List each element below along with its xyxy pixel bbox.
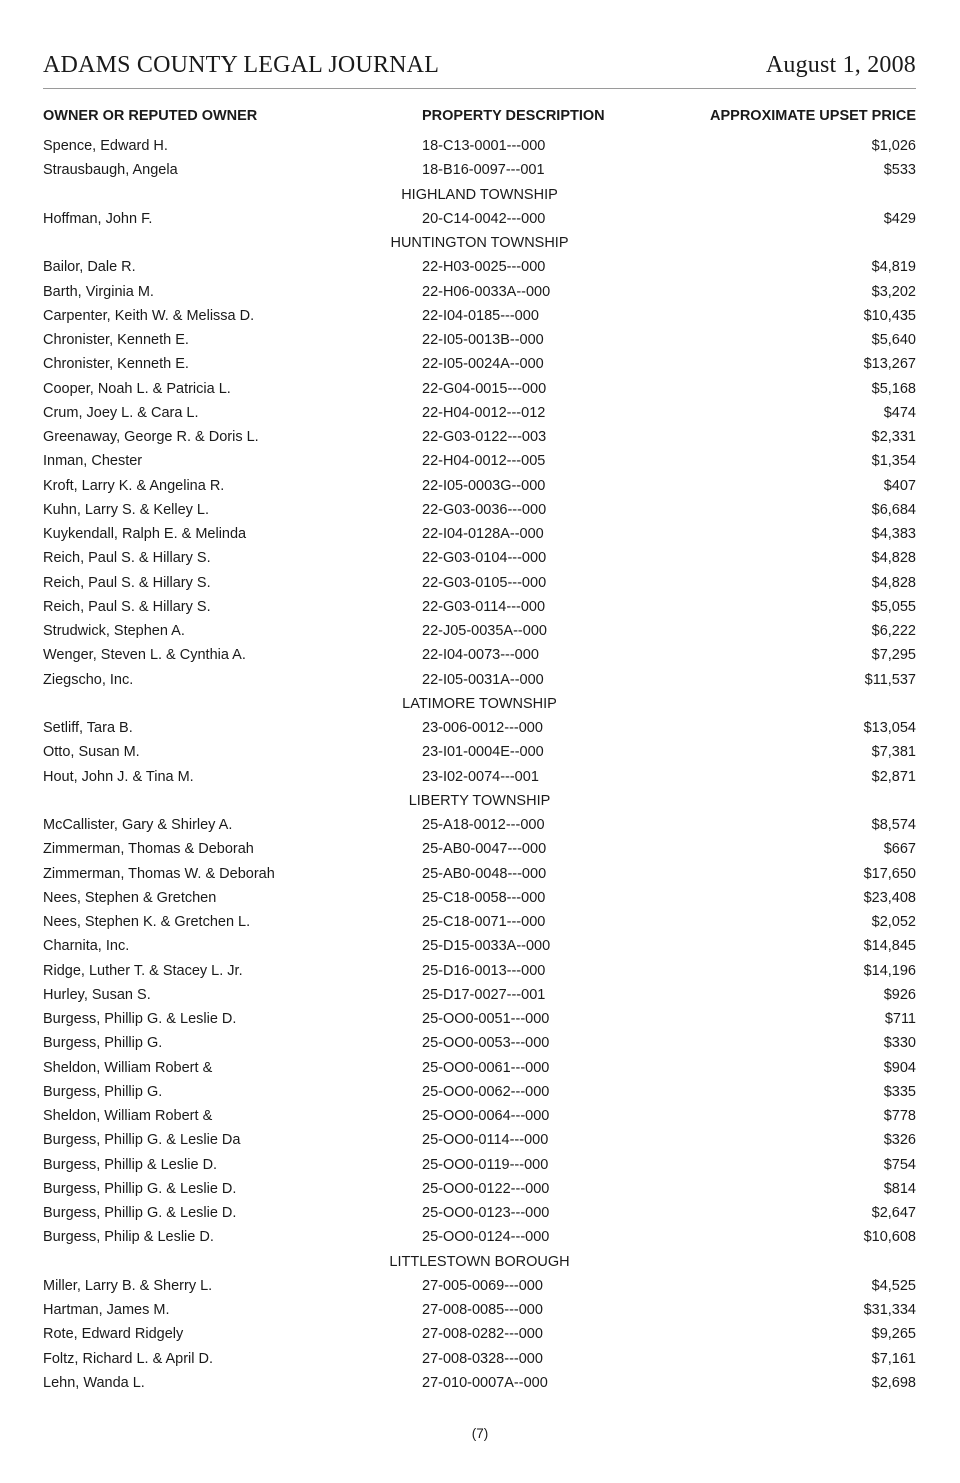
listing-table [43, 134, 916, 1395]
upset-price: $926 [883, 986, 916, 1003]
upset-price: $14,845 [863, 938, 916, 955]
page-number: (7) [471, 1426, 489, 1441]
township-heading: HIGHLAND TOWNSHIP [401, 186, 558, 203]
owner-name: Strudwick, Stephen A. [43, 623, 185, 639]
table-row [43, 1128, 916, 1152]
parcel-number: 25-OO0-0051---000 [422, 1011, 550, 1027]
owner-name: Burgess, Phillip & Leslie D. [43, 1156, 218, 1173]
parcel-number: 20-C14-0042---000 [422, 210, 546, 227]
upset-price: $2,871 [871, 768, 916, 785]
upset-price: $10,608 [863, 1229, 916, 1246]
upset-price: $5,168 [871, 380, 916, 397]
table-row [43, 1322, 916, 1346]
masthead [43, 52, 916, 89]
table-row [43, 643, 916, 667]
owner-name: McCallister, Gary & Shirley A. [43, 817, 233, 833]
owner-name: Burgess, Phillip G. [43, 1035, 163, 1052]
upset-price: $2,331 [871, 429, 916, 445]
table-row [43, 765, 916, 789]
parcel-number: 22-G03-0105---000 [422, 574, 547, 591]
table-row [43, 425, 916, 449]
table-row [43, 474, 916, 498]
parcel-number: 22-G03-0122---003 [422, 429, 547, 445]
upset-price: $1,354 [871, 453, 916, 470]
parcel-number: 25-OO0-0061---000 [422, 1059, 550, 1076]
upset-price: $778 [883, 1108, 916, 1124]
owner-name: Carpenter, Keith W. & Melissa D. [43, 307, 255, 324]
owner-name: Cooper, Noah L. & Patricia L. [43, 380, 231, 397]
parcel-number: 25-OO0-0064---000 [422, 1108, 550, 1124]
parcel-number: 22-I04-0185---000 [422, 307, 539, 324]
issue-date: August 1, 2008 [765, 52, 916, 78]
table-row [43, 716, 916, 740]
parcel-number: 22-H06-0033A--000 [422, 283, 551, 300]
parcel-number: 22-G03-0036---000 [422, 501, 547, 518]
table-row [43, 401, 916, 425]
upset-price: $4,819 [871, 259, 916, 276]
upset-price: $407 [883, 477, 916, 494]
table-row [43, 377, 916, 401]
upset-price: $429 [883, 210, 916, 227]
owner-name: Nees, Stephen & Gretchen [43, 889, 217, 906]
property-column-header: PROPERTY DESCRIPTION [422, 108, 605, 124]
owner-name: Ridge, Luther T. & Stacey L. Jr. [43, 962, 243, 979]
table-row [43, 1274, 916, 1298]
upset-price: $4,828 [871, 550, 916, 567]
table-row [43, 498, 916, 522]
parcel-number: 27-008-0328---000 [422, 1350, 543, 1367]
owner-name: Bailor, Dale R. [43, 259, 136, 276]
parcel-number: 22-G03-0104---000 [422, 550, 547, 567]
owner-name: Wenger, Steven L. & Cynthia A. [43, 647, 246, 664]
parcel-number: 25-A18-0012---000 [422, 817, 545, 833]
upset-price: $2,647 [871, 1205, 916, 1221]
table-row [43, 910, 916, 934]
table-row [43, 1298, 916, 1322]
upset-price: $533 [883, 162, 916, 179]
parcel-number: 23-I02-0074---001 [422, 768, 539, 785]
owner-name: Sheldon, William Robert & [43, 1108, 213, 1124]
parcel-number: 25-OO0-0062---000 [422, 1083, 550, 1100]
owner-name: Burgess, Phillip G. & Leslie D. [43, 1205, 237, 1221]
owner-name: Spence, Edward H. [43, 138, 168, 154]
upset-price: $330 [883, 1035, 916, 1052]
owner-name: Zimmerman, Thomas W. & Deborah [43, 865, 275, 882]
table-row [43, 280, 916, 304]
upset-price: $6,684 [871, 501, 916, 518]
owner-name: Miller, Larry B. & Sherry L. [43, 1277, 213, 1294]
owner-name: Hoffman, John F. [43, 210, 153, 227]
owner-name: Lehn, Wanda L. [43, 1374, 145, 1391]
owner-column-header: OWNER OR REPUTED OWNER [43, 108, 258, 124]
owner-name: Burgess, Phillip G. & Leslie D. [43, 1180, 237, 1197]
parcel-number: 18-B16-0097---001 [422, 162, 545, 179]
parcel-number: 25-OO0-0053---000 [422, 1035, 550, 1052]
table-row [43, 1177, 916, 1201]
table-row [43, 595, 916, 619]
upset-price: $5,055 [871, 598, 916, 615]
owner-name: Kroft, Larry K. & Angelina R. [43, 477, 225, 494]
parcel-number: 25-D16-0013---000 [422, 962, 546, 979]
upset-price: $2,698 [871, 1374, 916, 1391]
owner-name: Chronister, Kenneth E. [43, 332, 189, 348]
parcel-number: 25-OO0-0119---000 [422, 1156, 549, 1173]
owner-name: Burgess, Phillip G. & Leslie D. [43, 1011, 237, 1027]
owner-name: Hurley, Susan S. [43, 986, 151, 1003]
owner-name: Charnita, Inc. [43, 938, 130, 955]
parcel-number: 25-AB0-0048---000 [422, 865, 547, 882]
table-row [43, 134, 916, 158]
table-row [43, 1201, 916, 1225]
upset-price: $9,265 [871, 1326, 916, 1343]
table-row [43, 522, 916, 546]
owner-name: Strausbaugh, Angela [43, 162, 178, 179]
table-row [43, 352, 916, 376]
upset-price: $7,161 [871, 1350, 916, 1367]
table-row [43, 959, 916, 983]
parcel-number: 25-OO0-0123---000 [422, 1205, 550, 1221]
parcel-number: 22-J05-0035A--000 [422, 623, 547, 639]
upset-price: $17,650 [863, 865, 916, 882]
table-row [43, 934, 916, 958]
parcel-number: 22-I05-0024A--000 [422, 356, 544, 373]
parcel-number: 27-010-0007A--000 [422, 1374, 548, 1391]
parcel-number: 25-OO0-0114---000 [422, 1132, 549, 1149]
owner-name: Otto, Susan M. [43, 744, 140, 761]
owner-name: Nees, Stephen K. & Gretchen L. [43, 914, 251, 930]
owner-name: Inman, Chester [43, 453, 143, 470]
upset-price: $8,574 [871, 817, 916, 833]
parcel-number: 22-G04-0015---000 [422, 380, 547, 397]
table-row [43, 328, 916, 352]
upset-price: $3,202 [871, 283, 916, 300]
table-row [43, 1153, 916, 1177]
owner-name: Barth, Virginia M. [43, 283, 154, 300]
parcel-number: 25-D15-0033A--000 [422, 938, 551, 955]
parcel-number: 25-C18-0071---000 [422, 914, 546, 930]
upset-price: $23,408 [863, 889, 916, 906]
upset-price: $7,381 [871, 744, 916, 761]
parcel-number: 25-OO0-0122---000 [422, 1180, 550, 1197]
table-row [43, 1347, 916, 1371]
parcel-number: 22-I05-0013B--000 [422, 332, 544, 348]
owner-name: Sheldon, William Robert & [43, 1059, 213, 1076]
parcel-number: 25-OO0-0124---000 [422, 1229, 550, 1246]
table-row [43, 886, 916, 910]
upset-price: $4,383 [871, 526, 916, 542]
parcel-number: 23-I01-0004E--000 [422, 744, 544, 761]
parcel-number: 18-C13-0001---000 [422, 138, 546, 154]
table-row [43, 546, 916, 570]
upset-price: $1,026 [871, 138, 916, 154]
parcel-number: 27-005-0069---000 [422, 1277, 543, 1294]
owner-name: Kuykendall, Ralph E. & Melinda [43, 526, 247, 542]
table-row [43, 837, 916, 861]
parcel-number: 22-I04-0073---000 [422, 647, 539, 664]
parcel-number: 22-I05-0003G--000 [422, 477, 546, 494]
table-row [43, 619, 916, 643]
owner-name: Zimmerman, Thomas & Deborah [43, 841, 254, 858]
table-row [43, 1031, 916, 1055]
parcel-number: 22-H03-0025---000 [422, 259, 546, 276]
owner-name: Rote, Edward Ridgely [43, 1326, 184, 1343]
owner-name: Burgess, Phillip G. & Leslie Da [43, 1132, 241, 1149]
owner-name: Foltz, Richard L. & April D. [43, 1350, 214, 1367]
upset-price: $7,295 [871, 647, 916, 664]
owner-name: Reich, Paul S. & Hillary S. [43, 550, 211, 567]
owner-name: Reich, Paul S. & Hillary S. [43, 574, 211, 591]
parcel-number: 22-H04-0012---012 [422, 404, 546, 421]
parcel-number: 25-AB0-0047---000 [422, 841, 547, 858]
parcel-number: 22-I05-0031A--000 [422, 671, 544, 688]
upset-price: $13,054 [863, 720, 916, 736]
township-heading: LITTLESTOWN BOROUGH [389, 1253, 570, 1270]
owner-name: Burgess, Phillip G. [43, 1083, 163, 1100]
table-row [43, 862, 916, 886]
owner-name: Hout, John J. & Tina M. [43, 768, 194, 785]
owner-name: Chronister, Kenneth E. [43, 356, 189, 373]
upset-price: $335 [883, 1083, 916, 1100]
upset-price: $326 [883, 1132, 916, 1149]
township-heading: LATIMORE TOWNSHIP [402, 695, 557, 712]
parcel-number: 22-I04-0128A--000 [422, 526, 544, 542]
parcel-number: 25-C18-0058---000 [422, 889, 546, 906]
upset-price: $474 [883, 404, 916, 421]
parcel-number: 27-008-0085---000 [422, 1302, 543, 1318]
upset-price: $667 [883, 841, 916, 858]
upset-price: $14,196 [863, 962, 916, 979]
table-row [43, 207, 916, 231]
table-row [43, 740, 916, 764]
table-row [43, 304, 916, 328]
parcel-number: 22-H04-0012---005 [422, 453, 546, 470]
table-row [43, 1080, 916, 1104]
table-row [43, 983, 916, 1007]
upset-price: $13,267 [863, 356, 916, 373]
table-row [43, 1104, 916, 1128]
upset-price: $5,640 [871, 332, 916, 348]
journal-title: ADAMS COUNTY LEGAL JOURNAL [43, 52, 440, 78]
table-row [43, 1007, 916, 1031]
table-row [43, 255, 916, 279]
table-row [43, 1225, 916, 1249]
upset-price: $4,828 [871, 574, 916, 591]
owner-name: Reich, Paul S. & Hillary S. [43, 598, 211, 615]
upset-price: $711 [884, 1011, 916, 1027]
owner-name: Ziegscho, Inc. [43, 671, 134, 688]
parcel-number: 25-D17-0027---001 [422, 986, 546, 1003]
owner-name: Greenaway, George R. & Doris L. [43, 429, 259, 445]
upset-price: $11,537 [864, 671, 916, 688]
owner-name: Kuhn, Larry S. & Kelley L. [43, 501, 210, 518]
table-row [43, 449, 916, 473]
upset-price: $814 [883, 1180, 916, 1197]
township-heading: LIBERTY TOWNSHIP [408, 792, 551, 809]
upset-price: $754 [883, 1156, 916, 1173]
table-row [43, 571, 916, 595]
upset-price: $4,525 [871, 1277, 916, 1294]
owner-name: Setliff, Tara B. [43, 720, 133, 736]
owner-name: Hartman, James M. [43, 1302, 170, 1318]
table-row [43, 1371, 916, 1395]
parcel-number: 27-008-0282---000 [422, 1326, 543, 1343]
price-column-header: APPROXIMATE UPSET PRICE [710, 108, 916, 124]
column-headers [43, 108, 916, 126]
upset-price: $904 [883, 1059, 916, 1076]
upset-price: $2,052 [871, 914, 916, 930]
parcel-number: 22-G03-0114---000 [422, 598, 546, 615]
upset-price: $6,222 [871, 623, 916, 639]
table-row [43, 668, 916, 692]
table-row [43, 158, 916, 182]
upset-price: $10,435 [863, 307, 916, 324]
owner-name: Crum, Joey L. & Cara L. [43, 404, 199, 421]
owner-name: Burgess, Philip & Leslie D. [43, 1229, 214, 1246]
table-row [43, 813, 916, 837]
township-heading: HUNTINGTON TOWNSHIP [390, 235, 569, 251]
parcel-number: 23-006-0012---000 [422, 720, 543, 736]
upset-price: $31,334 [863, 1302, 916, 1318]
table-row [43, 1056, 916, 1080]
